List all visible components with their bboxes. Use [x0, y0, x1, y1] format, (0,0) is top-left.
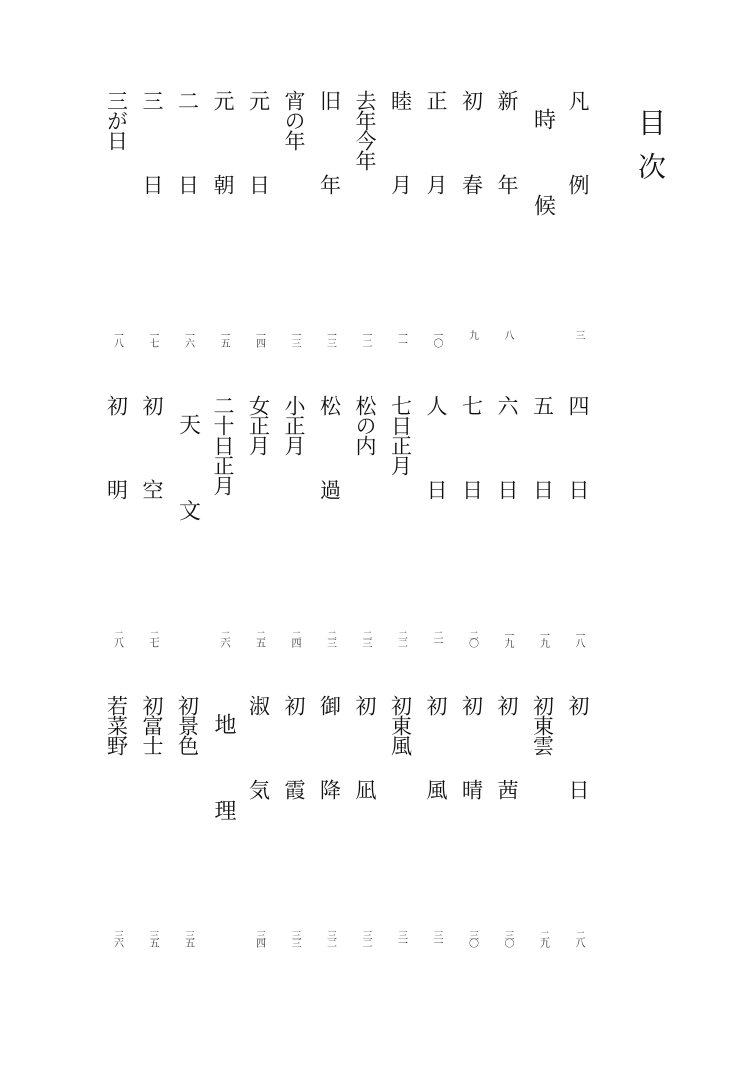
toc-entry-label: 初富士 — [140, 695, 164, 755]
toc-entry-label: 小正月 — [282, 395, 306, 455]
toc-entry-page-number: 一六 — [182, 330, 194, 346]
toc-entry-page-number: 二〇 — [466, 630, 478, 646]
toc-entry-label: 凡 例 — [566, 90, 590, 216]
toc-entry-page-number: 三二 — [324, 930, 336, 946]
toc-entry-label: 睦 月 — [388, 90, 413, 216]
toc-entry-label: 四 日 — [566, 395, 590, 521]
toc-entry-page-number: 二六 — [218, 630, 229, 646]
toc-entry-page-number: 二九 — [537, 930, 549, 946]
toc-entry-page-number: 三五 — [182, 930, 194, 946]
toc-entry-page-number: 三一 — [431, 930, 442, 946]
toc-entry-label: 去年今年 — [353, 90, 377, 170]
toc-entry-page-number: 三二 — [360, 930, 371, 946]
toc-entry-label: 初 茜 — [495, 695, 519, 821]
toc-entry-page-number: 一〇 — [431, 330, 442, 346]
toc-entry-page-number: 一五 — [218, 330, 229, 346]
toc-entry-page-number: 一四 — [253, 330, 265, 346]
toc-entry-page-number: 一三 — [289, 330, 300, 346]
toc-entry-label: 正 月 — [424, 90, 448, 216]
toc-entry-page-number: 三六 — [111, 930, 123, 946]
toc-entry-label: 二十日正月 — [211, 395, 235, 495]
toc-section-heading: 時 候 — [530, 108, 556, 237]
toc-title: 目次 — [634, 108, 667, 196]
toc-entry-label: 初 空 — [140, 395, 164, 521]
toc-entry-label: 元 朝 — [211, 90, 235, 216]
toc-entry-label: 元 日 — [246, 90, 271, 216]
toc-entry-page-number: 三 — [573, 330, 584, 338]
toc-entry-label: 新 年 — [495, 90, 519, 216]
toc-entry-label: 初 霞 — [282, 695, 306, 821]
toc-entry-page-number: 三一 — [395, 930, 407, 946]
toc-entry-page-number: 二二 — [395, 630, 407, 646]
toc-entry-label: 初 日 — [566, 695, 590, 821]
toc-entry-label: 初東雲 — [530, 695, 555, 755]
toc-entry-page-number: 二一 — [431, 630, 442, 646]
toc-entry-label: 初東風 — [388, 695, 413, 755]
toc-entry-label: 宵の年 — [282, 90, 306, 150]
toc-entry-page-number: 二三 — [324, 630, 336, 646]
toc-entry-page-number: 三〇 — [466, 930, 478, 946]
toc-entry-page-number: 二八 — [573, 930, 584, 946]
toc-entry-page-number: 一七 — [147, 330, 158, 346]
toc-entry-label: 初 風 — [424, 695, 448, 821]
toc-entry-page-number: 二三 — [360, 630, 371, 646]
toc-entry-label: 三 日 — [140, 90, 164, 216]
toc-entry-page-number: 二八 — [111, 630, 123, 646]
toc-entry-label: 淑 気 — [246, 695, 271, 821]
toc-entry-page-number: 一三 — [324, 330, 336, 346]
toc-entry-page-number: 一八 — [111, 330, 123, 346]
toc-section-heading: 天 文 — [175, 413, 201, 542]
toc-entry-label: 旧 年 — [317, 90, 342, 216]
toc-entry-page-number: 二四 — [289, 630, 300, 646]
toc-entry-page-number: 一八 — [573, 630, 584, 646]
toc-entry-label: 初 明 — [104, 395, 129, 521]
toc-entry-label: 御 降 — [317, 695, 342, 821]
toc-entry-label: 女正月 — [246, 395, 271, 455]
toc-entry-page-number: 一一 — [395, 330, 407, 346]
toc-entry-page-number: 三四 — [253, 930, 265, 946]
toc-entry-page-number: 一九 — [502, 630, 513, 646]
toc-entry-page-number: 三〇 — [502, 930, 513, 946]
toc-entry-page-number: 八 — [502, 330, 513, 338]
toc-entry-label: 六 日 — [495, 395, 519, 521]
toc-entry-label: 二 日 — [175, 90, 200, 216]
toc-entry-page-number: 二五 — [253, 630, 265, 646]
toc-entry-label: 七日正月 — [388, 395, 413, 475]
toc-entry-page-number: 一九 — [537, 630, 549, 646]
toc-entry-label: 五 日 — [530, 395, 555, 521]
toc-entry-page-number: 三三 — [289, 930, 300, 946]
toc-entry-label: 初 晴 — [459, 695, 484, 821]
toc-entry-label: 松 過 — [317, 395, 342, 521]
toc-entry-label: 人 日 — [424, 395, 448, 521]
toc-section-heading: 地 理 — [211, 713, 236, 842]
toc-entry-label: 三が日 — [104, 90, 129, 150]
toc-entry-label: 初 春 — [459, 90, 484, 216]
toc-entry-page-number: 九 — [466, 330, 478, 338]
toc-entry-page-number: 二七 — [147, 630, 158, 646]
toc-entry-page-number: 一二 — [360, 330, 371, 346]
toc-entry-label: 初 凪 — [353, 695, 377, 821]
toc-entry-page-number: 三五 — [147, 930, 158, 946]
toc-entry-label: 七 日 — [459, 395, 484, 521]
toc-entry-label: 若菜野 — [104, 695, 129, 755]
toc-entry-label: 松の内 — [353, 395, 377, 455]
toc-entry-label: 初景色 — [175, 695, 200, 755]
